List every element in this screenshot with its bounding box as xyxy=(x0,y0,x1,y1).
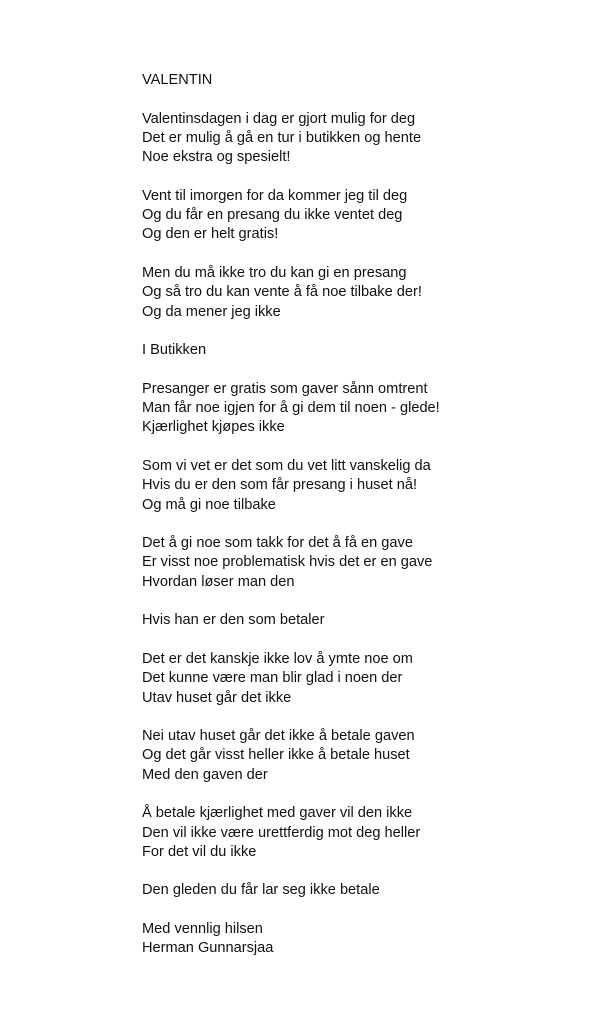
poem-line: Presanger er gratis som gaver sånn omtrent xyxy=(142,380,428,397)
stanza-5 xyxy=(142,380,582,438)
poem-line: Den vil ikke være urettferdig mot deg heller xyxy=(142,824,421,841)
stanza-11 xyxy=(142,804,582,862)
poem-line: Den gleden du får lar seg ikke betale xyxy=(142,882,380,899)
poem-line: Hvis du er den som får presang i huset nå! xyxy=(142,477,417,494)
author-name: Herman Gunnarsjaa xyxy=(142,940,274,957)
stanza-3 xyxy=(142,264,582,322)
poem-line: Med den gaven der xyxy=(142,766,268,783)
poem-line: Og det går visst heller ikke å betale huset xyxy=(142,747,410,764)
stanza-10 xyxy=(142,727,582,785)
poem-line: Kjærlighet kjøpes ikke xyxy=(142,419,285,436)
stanza-9 xyxy=(142,650,582,708)
poem-line: Hvis han er den som betaler xyxy=(142,612,325,629)
poem-line: Det er mulig å gå en tur i butikken og hente xyxy=(142,129,422,146)
poem-line: Hvordan løser man den xyxy=(142,573,295,590)
poem-line: For det vil du ikke xyxy=(142,843,257,860)
poem-line: Og du får en presang du ikke ventet deg xyxy=(142,207,403,224)
poem-line: Og må gi noe tilbake xyxy=(142,496,276,513)
poem-line: Det å gi noe som takk for det å få en gave xyxy=(142,535,413,552)
stanza-8 xyxy=(142,611,582,630)
poem-body xyxy=(142,71,582,959)
closing-greeting: Med vennlig hilsen xyxy=(142,921,263,938)
signature-block xyxy=(142,920,582,959)
poem-line: Nei utav huset går det ikke å betale gaven xyxy=(142,728,415,745)
poem-line: Å betale kjærlighet med gaver vil den ikke xyxy=(142,805,413,822)
poem-line: Og den er helt gratis! xyxy=(142,226,279,243)
poem-line: Men du må ikke tro du kan gi en presang xyxy=(142,264,407,281)
stanza-4 xyxy=(142,341,582,360)
poem-line: Man får noe igjen for å gi dem til noen - glede! xyxy=(142,400,440,417)
poem-line: Og så tro du kan vente å få noe tilbake der! xyxy=(142,284,422,301)
poem-line: Utav huset går det ikke xyxy=(142,689,292,706)
stanza-12 xyxy=(142,881,582,900)
stanza-1 xyxy=(142,110,582,168)
poem-line: Valentinsdagen i dag er gjort mulig for deg xyxy=(142,110,416,127)
poem-line: I Butikken xyxy=(142,342,207,359)
poem-line: Og da mener jeg ikke xyxy=(142,303,281,320)
poem-line: Noe ekstra og spesielt! xyxy=(142,149,291,166)
stanza-6 xyxy=(142,457,582,515)
stanza-7 xyxy=(142,534,582,592)
poem-line: Det er det kanskje ikke lov å ymte noe om xyxy=(142,650,413,667)
poem-line: Det kunne være man blir glad i noen der xyxy=(142,670,403,687)
poem-line: Vent til imorgen for da kommer jeg til deg xyxy=(142,187,408,204)
poem-line: Er visst noe problematisk hvis det er en gave xyxy=(142,554,433,571)
poem-title: VALENTIN xyxy=(142,72,213,88)
stanza-2 xyxy=(142,187,582,245)
poem-line: Som vi vet er det som du vet litt vanskelig da xyxy=(142,457,431,474)
